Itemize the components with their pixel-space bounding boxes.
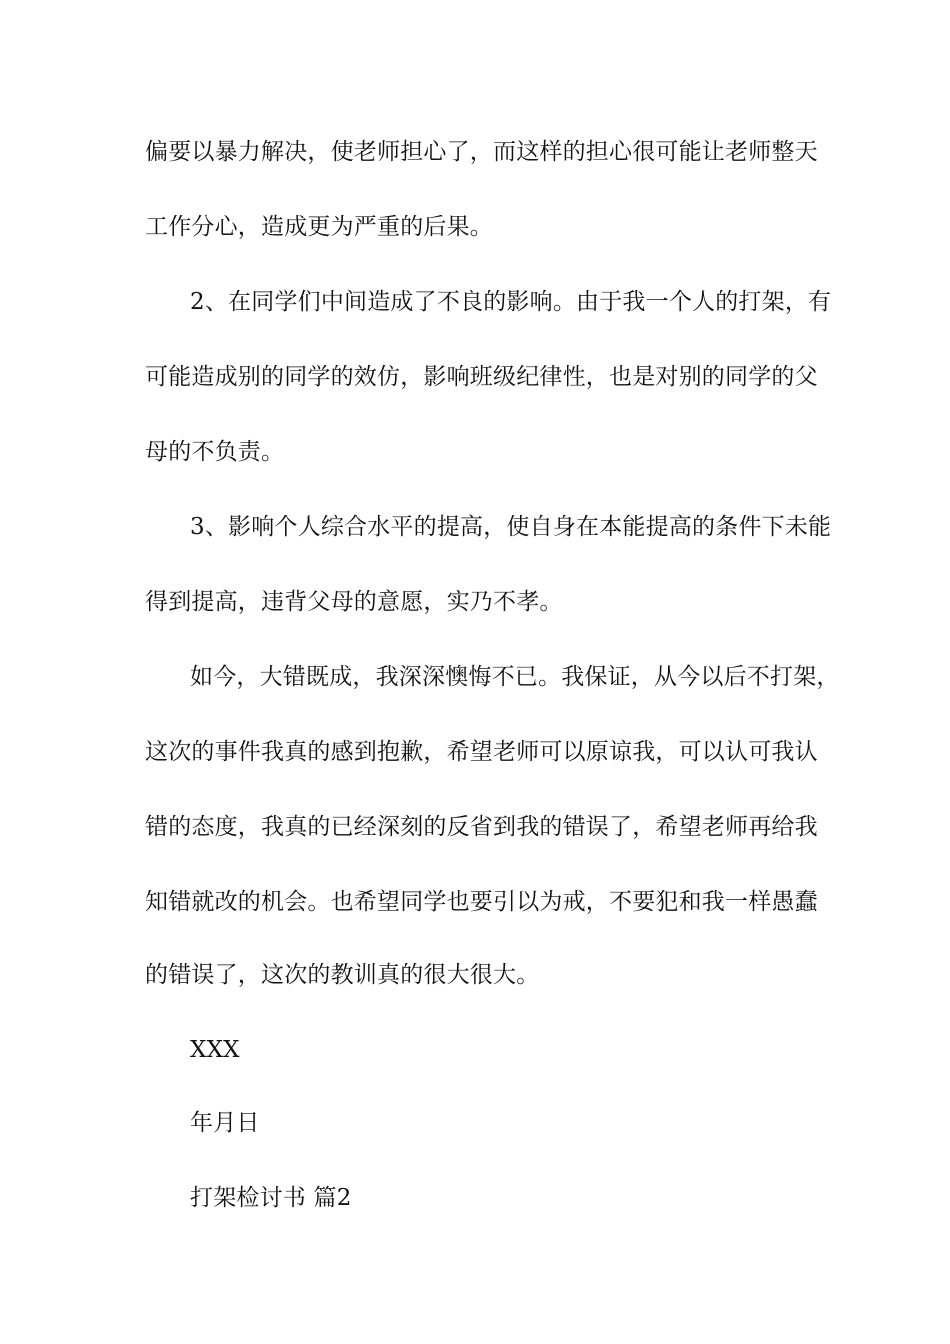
paragraph-line: 得到提高，违背父母的意愿，实乃不孝。 (145, 589, 563, 615)
paragraph-line: 错的态度，我真的已经深刻的反省到我的错误了，希望老师再给我 (145, 814, 818, 840)
paragraph-line: 3、影响个人综合水平的提高，使自身在本能提高的条件下未能 (190, 514, 832, 540)
paragraph-line: 知错就改的机会。也希望同学也要引以为戒，不要犯和我一样愚蠢 (145, 889, 818, 915)
paragraph-line: 可能造成别的同学的效仿，影响班级纪律性，也是对别的同学的父 (145, 364, 818, 390)
paragraph-line: 母的不负责。 (145, 439, 285, 465)
paragraph-line: 的错误了，这次的教训真的很大很大。 (145, 962, 540, 988)
section-title: 打架检讨书 篇2 (190, 1185, 352, 1211)
paragraph-line: 这次的事件我真的感到抱歉，希望老师可以原谅我，可以认可我认 (145, 739, 818, 765)
paragraph-line: 偏要以暴力解决，使老师担心了，而这样的担心很可能让老师整天 (145, 139, 818, 165)
paragraph-line: 如今，大错既成，我深深懊悔不已。我保证，从今以后不打架， (190, 664, 840, 690)
signature-date: 年月日 (190, 1110, 260, 1136)
paragraph-line: 2、在同学们中间造成了不良的影响。由于我一个人的打架，有 (190, 289, 832, 315)
paragraph-line: 工作分心，造成更为严重的后果。 (145, 214, 493, 240)
signature-name: XXX (190, 1037, 240, 1063)
